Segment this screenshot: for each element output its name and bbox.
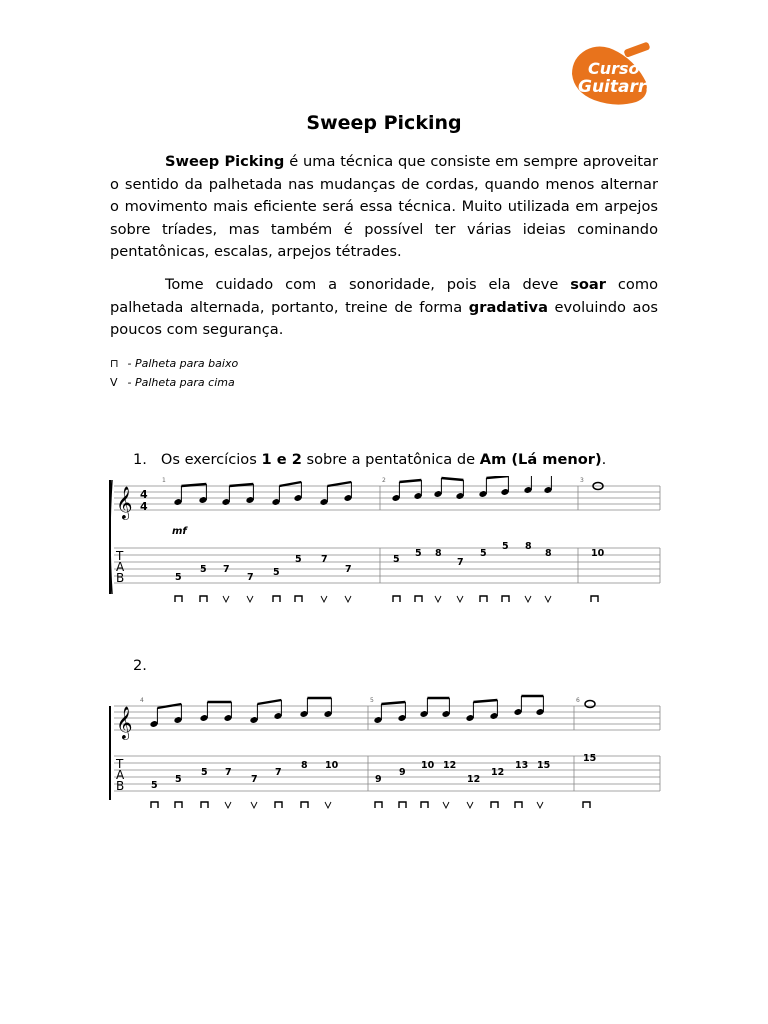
tab-number: 8 — [435, 548, 442, 559]
tab-number: 7 — [225, 767, 232, 778]
paragraph-warning-text1: Tome cuidado com a sonoridade, pois ela deve — [165, 276, 571, 293]
paragraph-intro-text: é uma técnica que consiste em sempre aproveitar o sentido da palhetada nas mudanças de cordas, quando menos alternar o movimento mais eficiente será essa técnica. Muito utilizada em arpejos sobre tríades, mas também é possível ter várias ideias cominando pentatônicas, escalas, arpejos tétrades. — [110, 153, 658, 260]
pick-down-icon — [421, 802, 428, 808]
pick-down-icon — [295, 596, 302, 602]
paragraph-intro-bold: Sweep Picking — [165, 153, 285, 170]
logo-line1: Curso — [588, 59, 640, 78]
pick-up-icon — [457, 596, 463, 602]
whole-note — [585, 701, 595, 708]
pick-down-icon — [200, 596, 207, 602]
pick-down-icon — [515, 802, 522, 808]
tab-number: 10 — [421, 760, 435, 771]
tab-letter: T — [116, 549, 124, 563]
exercise1-number: 1. — [133, 451, 147, 468]
exercise2-number: 2. — [133, 657, 147, 674]
pick-down-icon — [399, 802, 406, 808]
beam — [486, 476, 508, 478]
svg-text:6: 6 — [576, 697, 580, 704]
treble-clef-icon: 𝄞 — [116, 706, 133, 739]
tab-number: 10 — [325, 760, 339, 771]
pick-down-icon — [273, 596, 280, 602]
tab-number: 7 — [275, 767, 282, 778]
pick-up-icon — [525, 596, 531, 602]
svg-text:5: 5 — [370, 697, 374, 704]
tab-number: 12 — [467, 774, 481, 785]
svg-text:1: 1 — [162, 477, 166, 484]
tab-letter: B — [116, 571, 125, 585]
pick-up-icon: V — [110, 376, 118, 389]
pick-down-icon — [175, 802, 182, 808]
pick-down-icon: ⊓ — [110, 357, 119, 370]
page-title: Sweep Picking — [306, 112, 462, 134]
pick-up-icon — [545, 596, 551, 602]
tab-number: 7 — [223, 564, 230, 575]
tab-number: 12 — [443, 760, 457, 771]
tab-number: 5 — [201, 767, 208, 778]
legend-up-label: - Palheta para cima — [127, 376, 235, 389]
tab-letter: B — [116, 779, 125, 793]
tab-number: 7 — [345, 564, 352, 575]
tab-number: 12 — [491, 767, 505, 778]
exercise1-title: 1. Os exercícios 1 e 2 sobre a pentatônica de Am (Lá menor). — [133, 451, 607, 468]
pick-up-icon — [467, 802, 473, 808]
tab-number: 5 — [480, 548, 487, 559]
pick-down-icon — [201, 802, 208, 808]
svg-text:2: 2 — [382, 477, 386, 484]
dynamic-mf: mf — [172, 526, 187, 537]
pick-up-icon — [325, 802, 331, 808]
tab-number: 10 — [591, 548, 605, 559]
paragraph-warning — [110, 274, 658, 342]
paragraph-warning-text2: como palhetada alternada, portanto, treine de forma — [110, 276, 658, 316]
tab-number: 5 — [175, 774, 182, 785]
tab-number: 5 — [295, 554, 302, 565]
pick-down-icon — [583, 802, 590, 808]
tab-number: 5 — [175, 572, 182, 583]
beam — [257, 700, 281, 704]
pick-up-icon — [223, 596, 229, 602]
exercise2-title — [133, 657, 147, 674]
pick-up-icon — [321, 596, 327, 602]
tab-number: 8 — [301, 760, 308, 771]
svg-text:4: 4 — [140, 697, 144, 704]
tab-number: 15 — [583, 753, 597, 764]
pick-up-icon — [225, 802, 231, 808]
tab-letter: A — [116, 768, 125, 782]
tab-number: 13 — [515, 760, 529, 771]
tab-number: 5 — [273, 567, 280, 578]
paragraph-warning-bold2: gradativa — [468, 298, 548, 316]
pick-up-icon — [247, 596, 253, 602]
legend-down — [110, 357, 238, 370]
svg-text:3: 3 — [580, 477, 584, 484]
legend-down-label: - Palheta para baixo — [127, 357, 239, 370]
tab-number: 7 — [457, 557, 464, 568]
pick-down-icon — [502, 596, 509, 602]
tab-letter: T — [116, 757, 124, 771]
tab-number: 15 — [537, 760, 551, 771]
tab-number: 7 — [251, 774, 258, 785]
tab-number: 5 — [151, 780, 158, 791]
tab-number: 5 — [502, 541, 509, 552]
pick-down-icon — [491, 802, 498, 808]
curso-guitarra-logo — [566, 42, 662, 108]
beam — [399, 480, 421, 482]
beam — [441, 478, 463, 480]
pick-down-icon — [175, 596, 182, 602]
pick-down-icon — [375, 802, 382, 808]
tab-number: 7 — [247, 572, 254, 583]
tab-number: 5 — [393, 554, 400, 565]
tab-number: 7 — [321, 554, 328, 565]
beam — [473, 700, 497, 702]
exercise1-notation — [108, 476, 664, 613]
svg-text:4: 4 — [140, 500, 148, 513]
beam — [327, 482, 351, 486]
paragraph-intro — [110, 151, 658, 264]
tab-number: 8 — [545, 548, 552, 559]
beam — [279, 482, 301, 486]
paragraph-warning-text3: evoluindo aos poucos com segurança. — [110, 298, 658, 338]
pick-up-icon — [435, 596, 441, 602]
pick-up-icon — [537, 802, 543, 808]
beam — [381, 702, 405, 704]
tab-letter: A — [116, 560, 125, 574]
svg-text:4: 4 — [140, 488, 148, 501]
legend-up — [110, 376, 235, 389]
pick-down-icon — [275, 802, 282, 808]
pick-down-icon — [393, 596, 400, 602]
treble-clef-icon: 𝄞 — [116, 486, 133, 519]
pick-up-icon — [345, 596, 351, 602]
tab-number: 9 — [375, 774, 382, 785]
pick-down-icon — [151, 802, 158, 808]
pick-down-icon — [591, 596, 598, 602]
pick-down-icon — [415, 596, 422, 602]
exercise2-notation — [108, 686, 664, 819]
logo-line2: Guitarra — [578, 77, 658, 97]
pick-up-icon — [251, 802, 257, 808]
pick-down-icon — [301, 802, 308, 808]
paragraph-warning-bold1: soar — [570, 276, 606, 293]
pick-down-icon — [480, 596, 487, 602]
tab-number: 9 — [399, 767, 406, 778]
tab-number: 5 — [415, 548, 422, 559]
tab-number: 8 — [525, 541, 532, 552]
pick-up-icon — [443, 802, 449, 808]
tab-number: 5 — [200, 564, 207, 575]
